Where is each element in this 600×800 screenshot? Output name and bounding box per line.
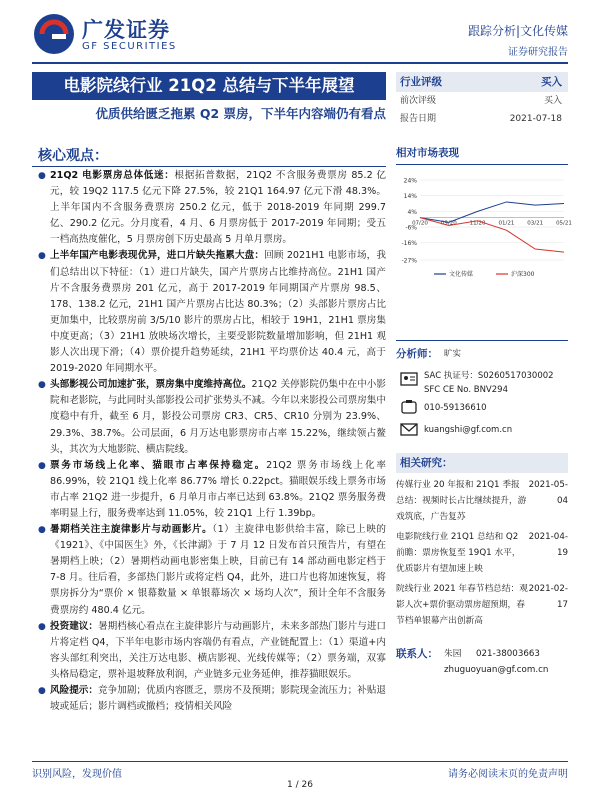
footer-divider (32, 761, 568, 762)
core-point-heading: 21Q2 电影票房总体低迷： (50, 170, 175, 181)
rating-header (396, 72, 568, 92)
core-point (36, 522, 386, 619)
market-title-wrap (396, 145, 568, 165)
x-tick-label: 11/20 (469, 220, 486, 227)
related-item-text: 传媒行业 20 年报和 21Q1 季报总结：视频时长占比继续提升，游戏筑底，广告复苏 (396, 480, 527, 522)
analyst-label: 分析师： (396, 348, 438, 360)
core-point-heading: 上半年国产电影表现优异，进口片缺失拖累大盘： (50, 250, 265, 262)
core-point-text: 竞争加剧；优质内容匮乏，票房不及预期；影院现金流压力；补贴退坡或延后；影片调档或撤档；疫情相关风险 (50, 685, 387, 713)
rating-value: 买入 (541, 76, 562, 88)
related-title: 相关研究： (400, 457, 453, 469)
bullet-icon: ● (38, 525, 46, 536)
core-point (36, 619, 386, 683)
gf-logo-icon (32, 12, 76, 56)
footer-disclaimer[interactable]: 请务必阅读末页的免责声明 (448, 769, 568, 780)
footer-slogan: 识别风险，发现价值 (32, 769, 122, 780)
core-point-heading: 风险提示： (50, 685, 99, 696)
logo-cn: 广发证券 (82, 18, 170, 42)
core-point-text: 21Q2 关停影院仍集中在中小影院和老影院，与此同时头部影投公司扩张势头不减。今年以来影投公司票房集中度稳中有升，截至 6 月，影投公司票房 CR3、CR5、CR10 分别为 23.9%、29.3%、38.7%。公司层面，6 月万达电影票房市占率 15.22%，继续领占鳌头，其次为大地影院、横店院线。 (50, 379, 387, 455)
related-item[interactable] (396, 581, 528, 629)
y-tick-label: 4% (407, 208, 417, 216)
x-tick-label: 01/21 (498, 220, 515, 227)
prev-rating-row (396, 92, 568, 110)
report-subtitle: 优质供给匮乏拖累 Q2 票房，下半年内容端仍有看点 (95, 106, 386, 121)
y-tick-label: -6% (405, 224, 417, 232)
logo-en: GF SECURITIES (82, 41, 177, 52)
id-card-icon (400, 371, 418, 387)
core-points (36, 168, 386, 715)
core-point-heading: 暑期档关注主旋律影片与动画影片。 (50, 524, 213, 536)
core-point-text: 暑期档核心看点在主旋律影片与动画影片，未来多部热门影片与进口片将定档 Q4，下半年电影市场内容端仍有看点，产业链配置上：（1）渠道+内容头部红利突出，关注万达电影、横店影视、光线传媒等；（2）票务端，双寡头格局稳定，票补退坡释放利润，产业链多元业务延伸，推荐猫眼娱乐。 (50, 620, 387, 680)
related-item[interactable] (396, 529, 528, 577)
contact-name: 朱园 (444, 649, 462, 659)
core-point (36, 458, 386, 522)
phone-icon (400, 399, 418, 415)
related-item-date: 2021-04-19 (528, 532, 568, 558)
series-line (420, 202, 564, 222)
contact-block (396, 646, 568, 678)
report-date-value: 2021-07-18 (509, 114, 562, 124)
market-chart-svg (396, 172, 572, 282)
legend-label: 沪深300 (511, 271, 535, 278)
analyst-divider (396, 340, 568, 341)
y-tick-label: 24% (403, 177, 417, 185)
related-item-text: 院线行业 2021 年春节档总结：观影人次+票价驱动票房超预期，春节档单银幕产出创新高 (396, 584, 528, 626)
core-title: 核心观点： (38, 148, 108, 164)
analyst-phone: 010-59136610 (424, 403, 487, 413)
market-title: 相对市场表现 (396, 147, 459, 159)
core-point (36, 377, 386, 457)
y-tick-label: 14% (403, 193, 417, 201)
company-logo (32, 12, 192, 56)
contact-label: 联系人： (396, 648, 438, 660)
email-icon (400, 421, 418, 437)
core-point (36, 683, 386, 715)
x-tick-label: 03/21 (527, 220, 544, 227)
contact-phone: 021-38003663 (476, 649, 540, 659)
report-type: 跟踪分析|文化传媒 (467, 24, 568, 38)
core-point-heading: 头部影视公司加速扩张，票房集中度维持高位。 (50, 379, 252, 391)
report-subtype: 证券研究报告 (508, 47, 568, 58)
market-chart (396, 172, 572, 282)
core-point-heading: 投资建议： (50, 620, 99, 632)
core-point (36, 248, 386, 377)
bullet-icon: ● (38, 380, 46, 391)
related-item[interactable] (396, 477, 528, 525)
analyst-name: 旷实 (444, 349, 462, 359)
analyst-email[interactable]: kuangshi@gf.com.cn (424, 425, 513, 435)
core-point-text: 21Q2 票务市场线上化率 86.99%，较 21Q1 线上化率 86.77% 增长 0.22pct。猫眼娱乐线上票务市场市占率 21Q2 进一步提升，6 月单月市占率已达到 63.8%。21Q2 票务服务费率明显上行，服务费率达到 11.05%，较 21Q1 上行 1.39bp。 (50, 459, 386, 519)
sfc-number: SFC CE No. BNV294 (424, 385, 508, 395)
bullet-icon: ● (38, 621, 46, 632)
related-item-date: 2021-05-04 (528, 480, 568, 506)
bullet-icon: ● (38, 460, 46, 471)
y-tick-label: -27% (401, 257, 417, 265)
page-number: 1 / 26 (287, 780, 313, 790)
market-divider (396, 164, 568, 165)
report-date-row (396, 110, 568, 128)
prev-rating-label: 前次评级 (400, 96, 437, 106)
report-date-label: 报告日期 (400, 114, 437, 124)
report-title: 电影院线行业 21Q2 总结与下半年展望 (32, 72, 386, 100)
core-point (36, 168, 386, 248)
x-tick-label: 05/21 (556, 220, 572, 227)
core-point-heading: 票务市场线上化率、猫眼市占率保持稳定。 (50, 459, 267, 471)
page-header (0, 0, 600, 66)
core-point-text: 根据拓普数据，21Q2 不含服务费票房 85.2 亿元，较 19Q2 117.5 亿元下降 27.5%，较 21Q1 164.97 亿元下滑 48.3%。上半年国内不含服务费票房 250.2 亿元，低于 2018-2019 年同期 299.7 亿、290.2 亿元。分月度看，4 月、6 月票房低于 2017-2019 年同期；受五一档高热度催化，5 月票房创下历史最高 5 月单月票房。 (50, 170, 386, 246)
prev-rating-value: 买入 (543, 96, 562, 106)
analyst-block (396, 340, 568, 443)
related-header (396, 453, 568, 473)
core-point-text: （1）主旋律电影供给丰富，除已上映的《1921》、《中国医生》外，《长津湖》于 7 月 12 日发布首只预告片，有望在暑期档上映；（2）暑期档动画电影密集上映，目前已有 14 部动画电影定档于 7-8 月。往后看，多部热门影片或将定档 Q4，此外，进口片也将加速恢复，将票房拆分为“票价 × 银幕数量 × 单银幕场次 × 场均人次”，预计全年不含服务费票房约 480.4 亿元。 (50, 524, 386, 616)
sac-number: SAC 执证号：S0260517030002 (424, 371, 554, 381)
legend-label: 文化传媒 (449, 271, 474, 278)
y-tick-label: -16% (401, 240, 417, 248)
related-item-text: 电影院线行业 21Q1 总结和 Q2 前瞻：票房恢复至 19Q1 水平，优质影片有望加速上映 (396, 532, 521, 574)
core-divider (32, 166, 386, 167)
core-point-text: 回顾 2021H1 电影市场，我们总结出以下特征：（1）进口片缺失，国产片票房占比维持高位。21H1 国产片不含服务费票房 201 亿元，高于 2017-2019 年同期国产片票房 98.5、178、138.2 亿元，21H1 国产片票房占比达 80.3%；（2）头部影片票房占比更加集中，比较票房前 3/5/10 影片的票房占比，相较于 19H1，21H1 票房集中度更高；（3）21H1 放映场次增长，主要受影院数量增加影响，但 21H1 观影人次出现下滑；（4）票价提升趋势延续，21H1 平均票价达 40.4 元，高于 2019-2020 年同期水平。 (50, 250, 386, 375)
related-item-date: 2021-02-17 (528, 584, 568, 610)
bullet-icon: ● (38, 251, 46, 262)
x-tick-label: 07/20 (412, 220, 428, 227)
header-divider (32, 62, 568, 64)
bullet-icon: ● (38, 171, 46, 181)
related-title-wrap (396, 453, 568, 473)
contact-email[interactable]: zhuguoyuan@gf.com.cn (444, 665, 549, 675)
rating-block (396, 72, 568, 128)
rating-label: 行业评级 (400, 76, 442, 88)
x-tick-label: 09/20 (440, 220, 457, 227)
bullet-icon: ● (38, 686, 46, 696)
